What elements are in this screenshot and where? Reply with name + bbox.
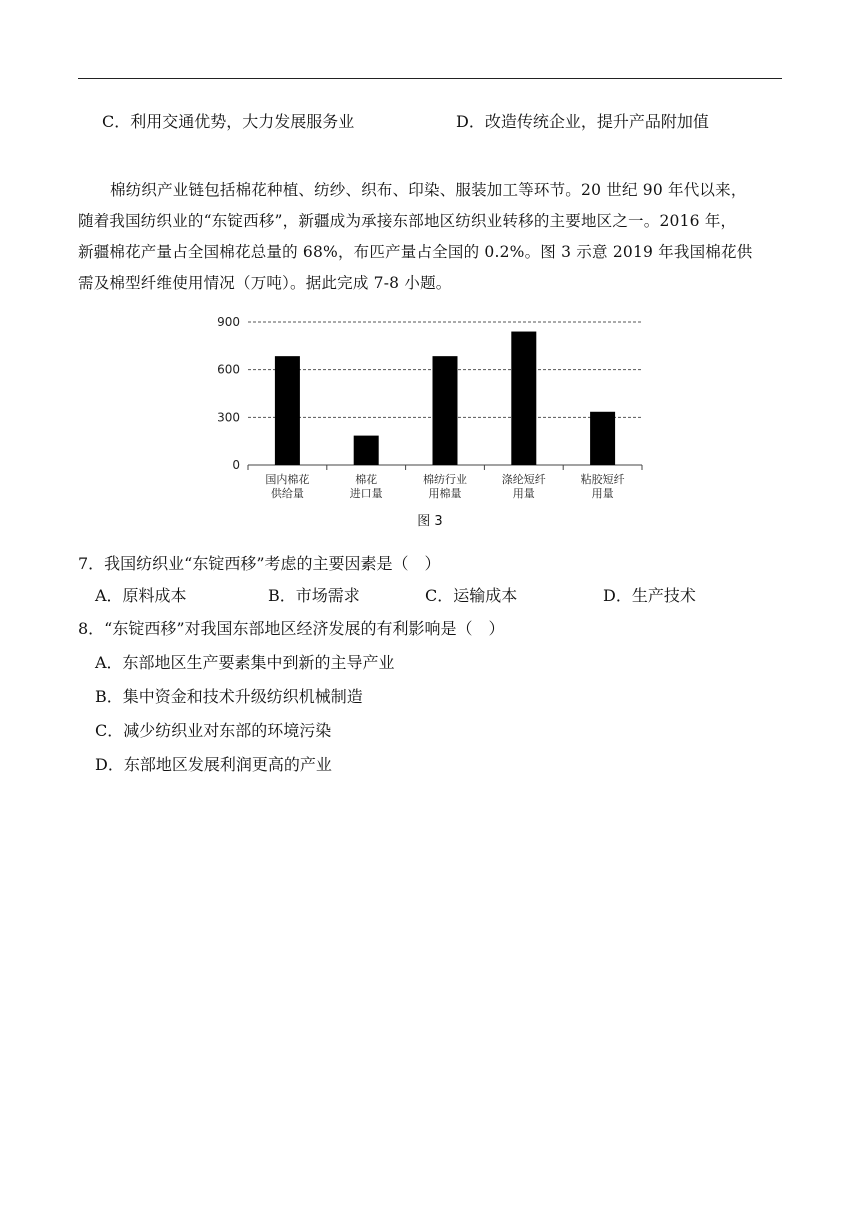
question-8-stem: 8．“东锭西移”对我国东部地区经济发展的有利影响是（ ） bbox=[78, 619, 505, 638]
question-7-option-b: B．市场需求 bbox=[268, 586, 360, 605]
x-tick-label-2-1: 用棉量 bbox=[428, 487, 462, 500]
x-tick-label-1-1: 进口量 bbox=[349, 487, 383, 500]
question-7-option-c: C．运输成本 bbox=[425, 586, 518, 605]
intro-paragraph bbox=[78, 175, 782, 299]
intro-line-2: 随着我国纺织业的“东锭西移”，新疆成为承接东部地区纺织业转移的主要地区之一。2016 年， bbox=[78, 212, 737, 230]
header-rule bbox=[78, 78, 782, 79]
bar-1 bbox=[354, 436, 379, 465]
question-8-option-b: B．集中资金和技术升级纺织机械制造 bbox=[95, 687, 363, 706]
question-8-option-a: A．东部地区生产要素集中到新的主导产业 bbox=[95, 653, 395, 672]
x-tick-label-3-0: 涤纶短纤 bbox=[501, 473, 546, 486]
y-tick-label-300: 300 bbox=[217, 410, 240, 425]
x-tick-label-2-0: 棉纺行业 bbox=[423, 473, 467, 486]
x-tick-label-1-0: 棉花 bbox=[355, 473, 378, 486]
question-7-stem: 7．我国纺织业“东锭西移”考虑的主要因素是（ ） bbox=[78, 554, 441, 573]
y-tick-label-0: 0 bbox=[232, 458, 240, 472]
bar-2 bbox=[433, 356, 458, 465]
bar-4 bbox=[590, 412, 615, 465]
question-7-option-d: D．生产技术 bbox=[603, 586, 696, 605]
option-d-prev: D．改造传统企业，提升产品附加值 bbox=[456, 112, 709, 131]
bar-0 bbox=[275, 356, 300, 465]
figure-caption: 图 3 bbox=[417, 514, 443, 529]
bar-chart bbox=[190, 308, 660, 508]
x-tick-label-0-1: 供给量 bbox=[270, 487, 304, 500]
x-tick-label-4-1: 用量 bbox=[591, 487, 614, 500]
option-c-prev: C．利用交通优势，大力发展服务业 bbox=[102, 112, 355, 131]
x-tick-label-4-0: 粘胶短纤 bbox=[580, 473, 625, 486]
y-tick-label-900: 900 bbox=[217, 315, 240, 329]
intro-line-3: 新疆棉花产量占全国棉花总量的 68%，布匹产量占全国的 0.2%。图 3 示意 2019 年我国棉花供 bbox=[78, 243, 753, 261]
question-8-option-c: C．减少纺织业对东部的环境污染 bbox=[95, 721, 332, 740]
x-tick-label-3-1: 用量 bbox=[512, 487, 535, 500]
question-7-option-a: A．原料成本 bbox=[95, 586, 187, 605]
y-tick-label-600: 600 bbox=[217, 362, 240, 377]
bar-chart-svg bbox=[190, 308, 660, 508]
intro-line-1: 棉纺织产业链包括棉花种植、纺纱、织布、印染、服装加工等环节。20 世纪 90 年代以来， bbox=[110, 181, 747, 199]
bar-3 bbox=[511, 332, 536, 465]
x-tick-label-0-0: 国内棉花 bbox=[265, 473, 310, 486]
question-8-option-d: D．东部地区发展利润更高的产业 bbox=[95, 755, 332, 774]
intro-line-4: 需及棉型纤维使用情况（万吨）。据此完成 7-8 小题。 bbox=[78, 274, 452, 292]
